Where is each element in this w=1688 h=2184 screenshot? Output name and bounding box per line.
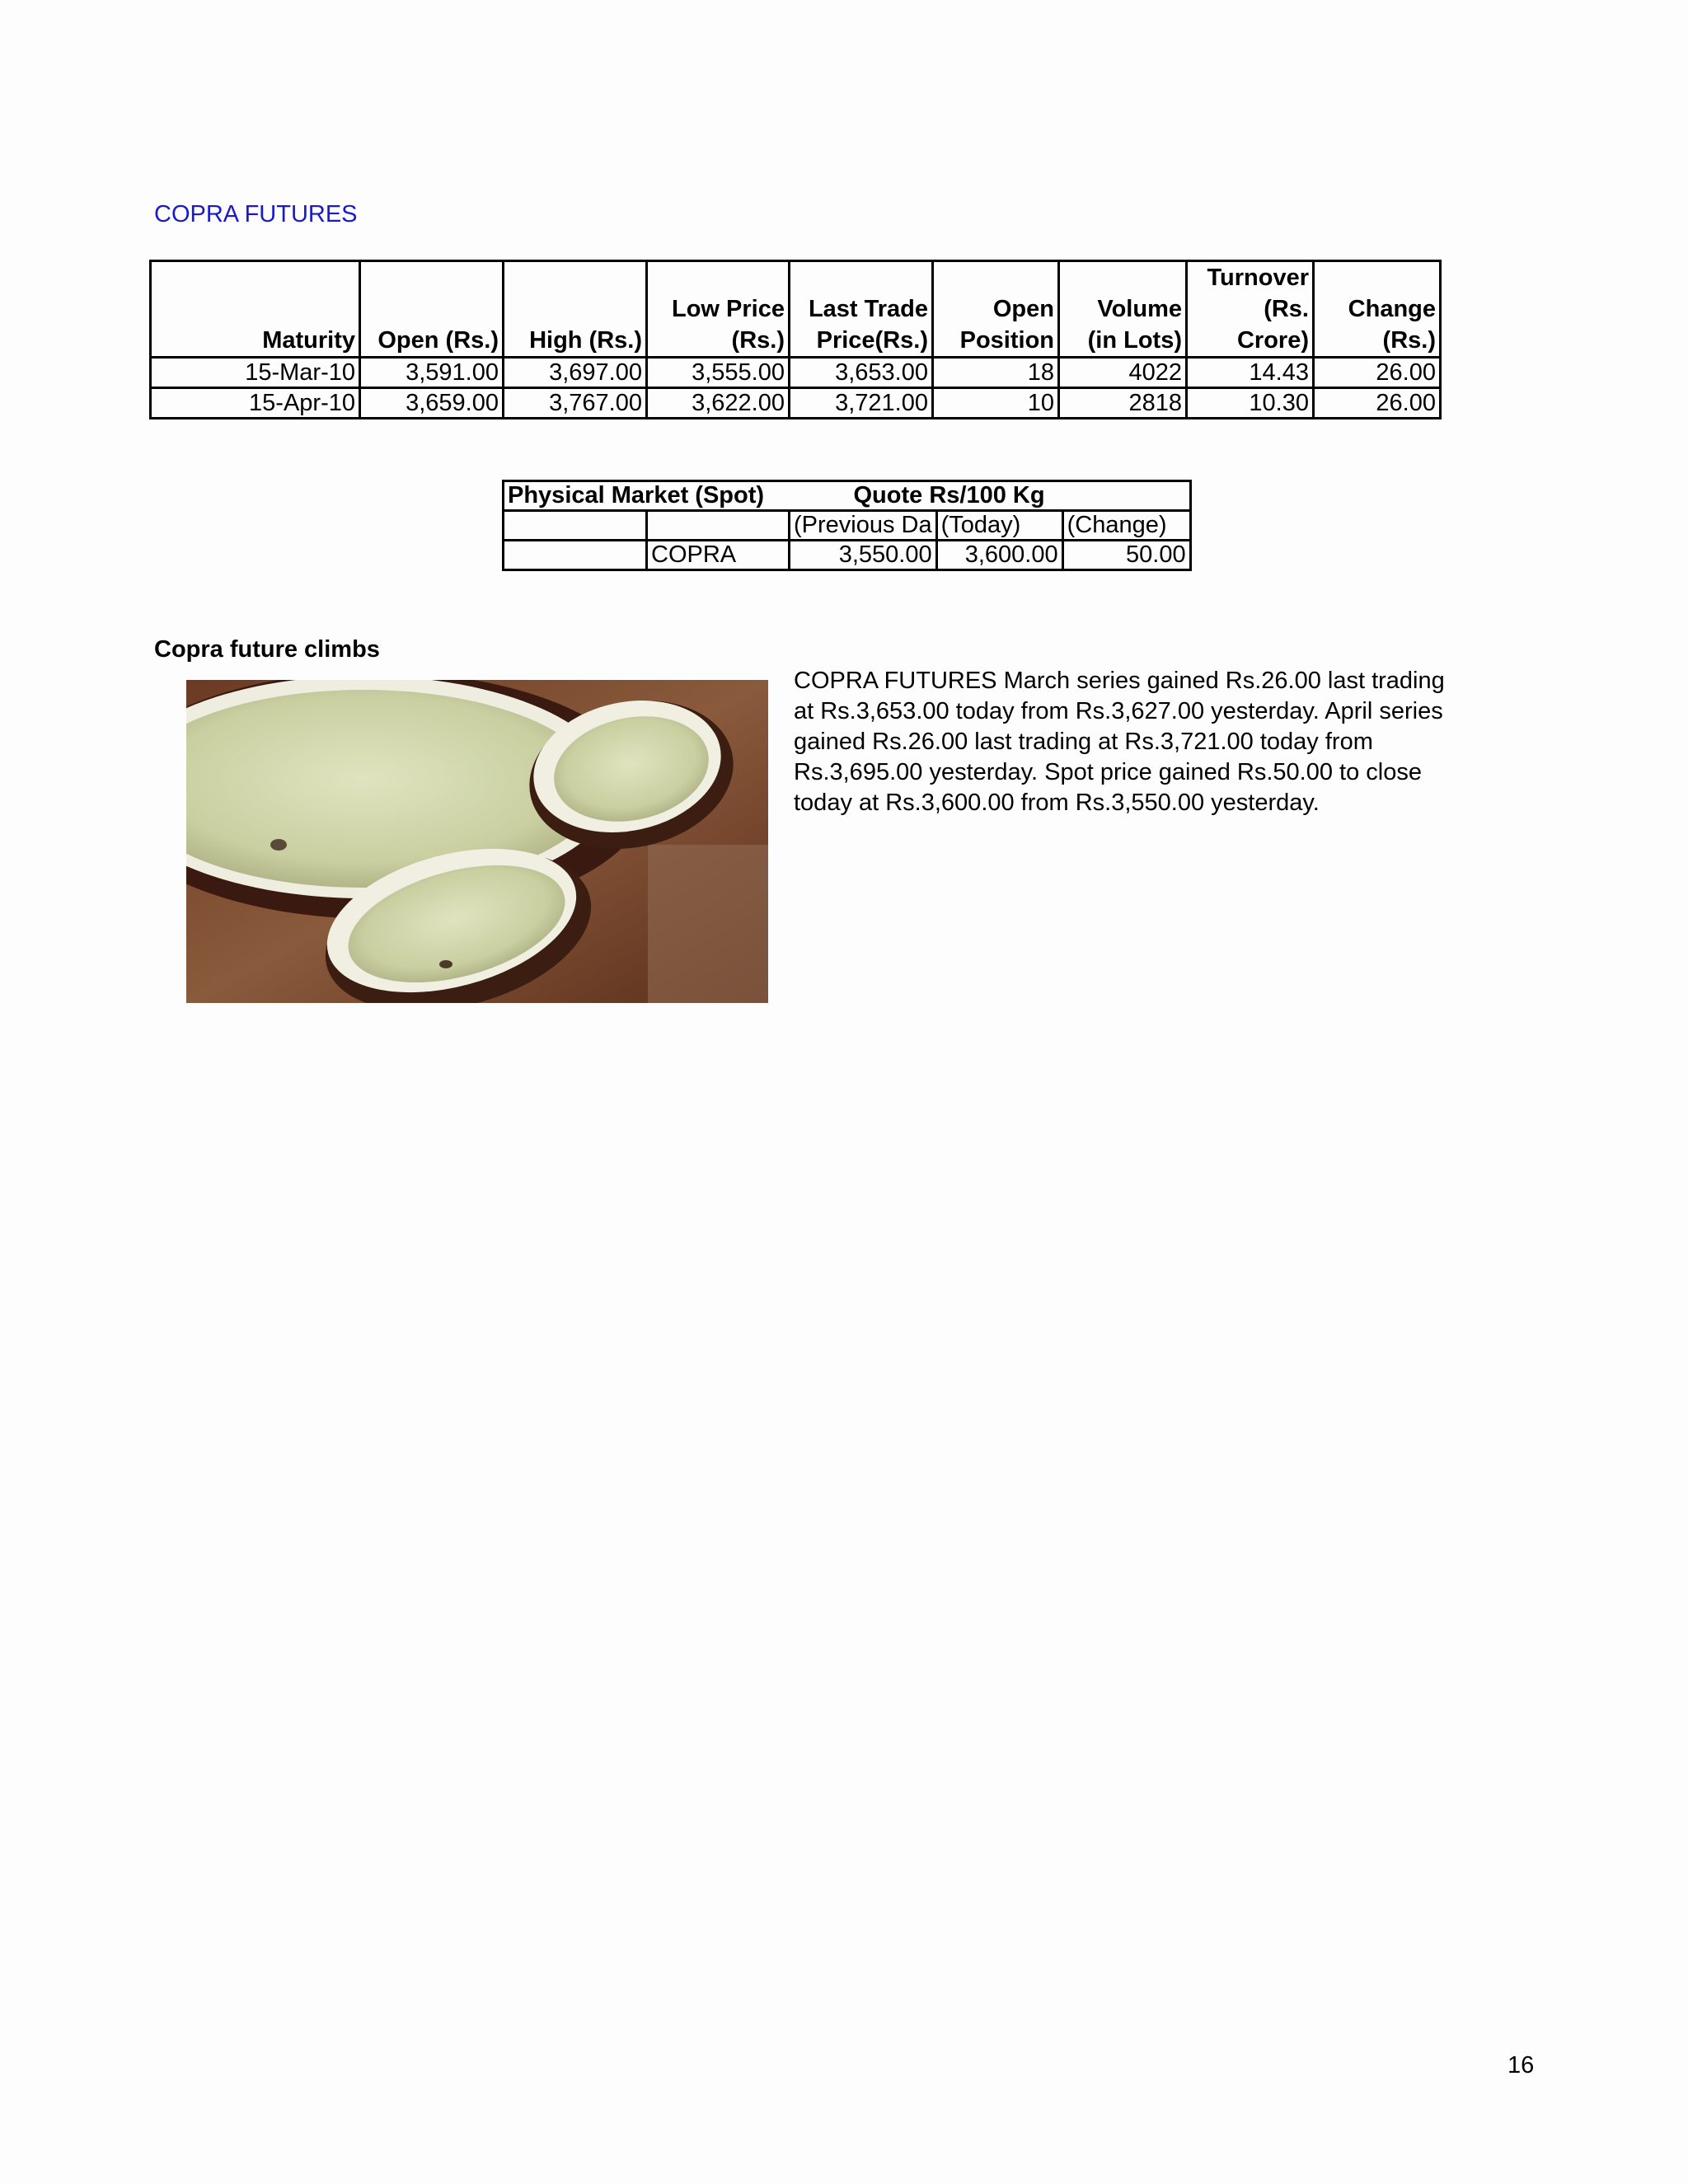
subheader-change: (Change) xyxy=(1062,511,1190,541)
header-volume: Volume (in Lots) xyxy=(1059,261,1187,358)
table-cell: 14.43 xyxy=(1187,358,1314,388)
spot-quote-label: Quote Rs/100 Kg xyxy=(790,481,1191,511)
table-cell: 3,697.00 xyxy=(504,358,647,388)
table-cell: 3,659.00 xyxy=(360,388,504,419)
table-cell: 10.30 xyxy=(1187,388,1314,419)
table-cell: 18 xyxy=(933,358,1059,388)
price-change: 50.00 xyxy=(1062,541,1190,570)
table-cell: 3,591.00 xyxy=(360,358,504,388)
table-cell: 3,555.00 xyxy=(647,358,790,388)
spot-header-row xyxy=(504,481,1191,511)
story-body: COPRA FUTURES March series gained Rs.26.00 last trading at Rs.3,653.00 today from Rs.3,627.00 yesterday. April series gained Rs.26.00 last trading at Rs.3,721.00 today from Rs.3,695.00 yesterday. Spot price gained Rs.50.00 to close today at Rs.3,600.00 from Rs.3,550.00 yesterday. xyxy=(794,668,1445,816)
table-cell: 26.00 xyxy=(1314,358,1441,388)
empty-cell xyxy=(504,511,647,541)
section-title: COPRA FUTURES xyxy=(154,201,358,227)
table-row xyxy=(504,541,1191,570)
commodity-name: COPRA xyxy=(647,541,790,570)
page-number: 16 xyxy=(1507,2052,1535,2079)
header-turnover: Turnover (Rs. Crore) xyxy=(1187,261,1314,358)
today-price: 3,600.00 xyxy=(936,541,1062,570)
table-cell: 2818 xyxy=(1059,388,1187,419)
table-row xyxy=(151,388,1441,419)
table-cell: 15-Mar-10 xyxy=(151,358,360,388)
coconut-photo xyxy=(186,680,768,1003)
header-maturity: Maturity xyxy=(151,261,360,358)
table-cell: 3,767.00 xyxy=(504,388,647,419)
empty-cell xyxy=(647,511,790,541)
empty-cell xyxy=(504,541,647,570)
header-last-trade: Last Trade Price(Rs.) xyxy=(790,261,933,358)
spot-title: Physical Market (Spot) xyxy=(504,481,790,511)
table-cell: 15-Apr-10 xyxy=(151,388,360,419)
header-open: Open (Rs.) xyxy=(360,261,504,358)
header-open-position: Open Position xyxy=(933,261,1059,358)
table-row xyxy=(151,358,1441,388)
table-cell: 10 xyxy=(933,388,1059,419)
table-cell: 4022 xyxy=(1059,358,1187,388)
previous-price: 3,550.00 xyxy=(790,541,937,570)
subheader-previous: (Previous Da xyxy=(790,511,937,541)
spot-market-table xyxy=(502,480,1192,571)
subheader-today: (Today) xyxy=(936,511,1062,541)
header-high: High (Rs.) xyxy=(504,261,647,358)
story-headline: Copra future climbs xyxy=(154,636,380,663)
header-low: Low Price (Rs.) xyxy=(647,261,790,358)
table-cell: 3,653.00 xyxy=(790,358,933,388)
table-cell: 3,721.00 xyxy=(790,388,933,419)
table-cell: 3,622.00 xyxy=(647,388,790,419)
header-change: Change (Rs.) xyxy=(1314,261,1441,358)
futures-table xyxy=(149,260,1442,419)
spot-subheader-row xyxy=(504,511,1191,541)
table-cell: 26.00 xyxy=(1314,388,1441,419)
futures-header-row xyxy=(151,261,1441,358)
